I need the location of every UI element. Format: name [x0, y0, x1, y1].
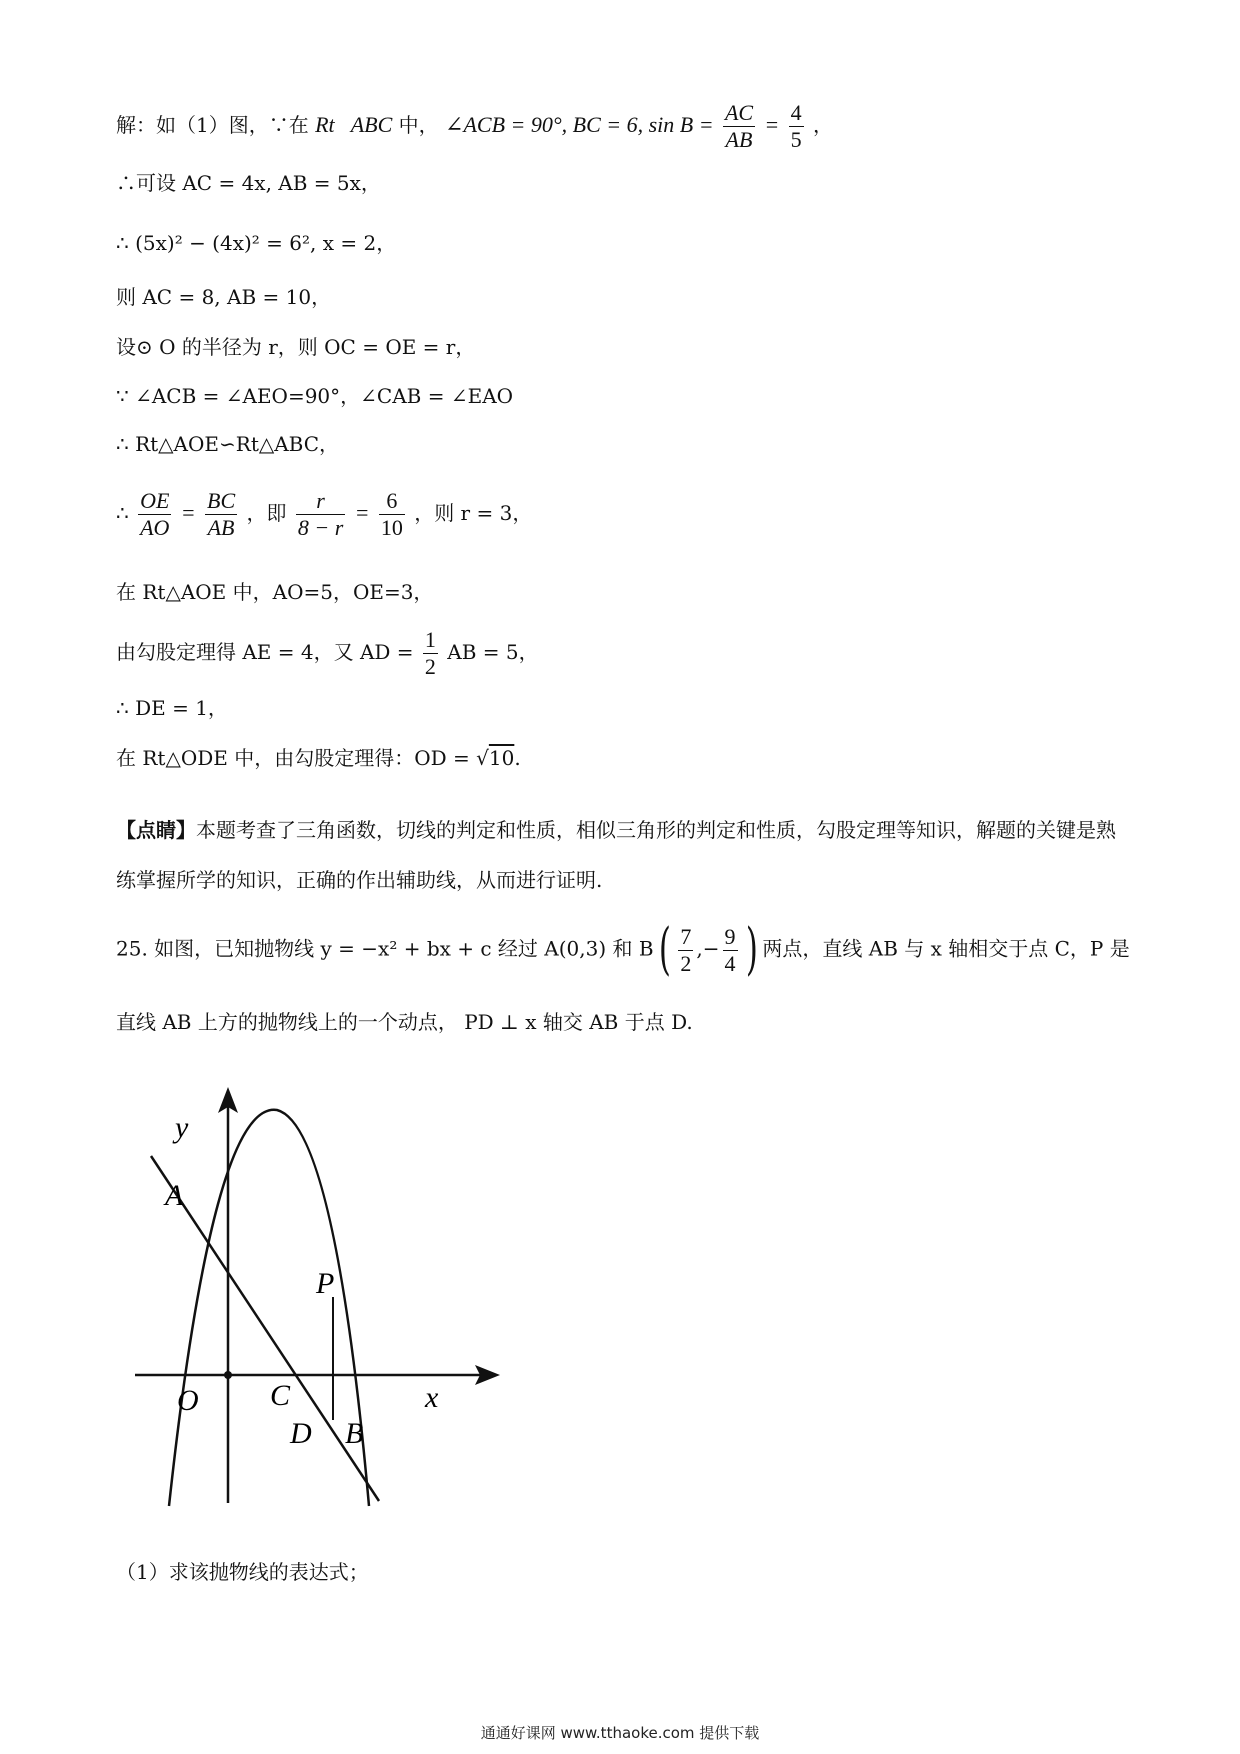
- fraction-denominator: 8 − r: [297, 515, 344, 540]
- radius-result: ，则 r = 3，: [414, 501, 533, 525]
- point-b-label: B: [345, 1417, 364, 1450]
- fraction-denominator: 10: [380, 515, 403, 540]
- solution-line-7: ∴ Rt△AOE∽Rt△ABC，: [116, 432, 340, 456]
- fraction-numerator: r: [296, 488, 345, 515]
- x-axis-label: x: [425, 1381, 439, 1414]
- solution-line-6: ∵ ∠ACB = ∠AEO=90°，∠CAB = ∠EAO: [116, 384, 514, 408]
- fraction-four-fifths: [789, 100, 804, 153]
- fraction-numerator: 1: [424, 627, 436, 652]
- page-footer: 通通好课网 www.tthaoke.com 提供下载: [480, 1724, 760, 1742]
- point-c-label: C: [270, 1379, 291, 1412]
- solution-line-9: 在 Rt△AOE 中，AO=5，OE=3，: [116, 580, 434, 604]
- fraction-denominator: 4: [724, 950, 736, 976]
- equals-sign: =: [180, 500, 196, 525]
- problem-intro-end: 两点，直线 AB 与 x 轴相交于点 C，P 是: [762, 936, 1130, 961]
- y-axis-label: y: [175, 1111, 189, 1144]
- od-prefix: 在 Rt△ODE 中，由勾股定理得：OD = √: [116, 746, 489, 770]
- equals-sign: =: [764, 112, 780, 137]
- fraction-numerator: 4: [790, 100, 802, 125]
- solution-line-1: [116, 100, 833, 153]
- fraction-7-2: [678, 924, 693, 977]
- problem-25-part-1: （1）求该抛物线的表达式；: [116, 1560, 369, 1584]
- right-paren: ): [745, 917, 758, 982]
- solution-line-3: ∴ (5x)² − (4x)² = 6², x = 2，: [116, 231, 397, 255]
- radicand: 10: [488, 746, 515, 770]
- comment-paragraph: [116, 805, 1126, 905]
- solution-line-11: ∴ DE = 1，: [116, 696, 228, 720]
- fraction-numerator: 9: [724, 923, 736, 949]
- point-o-label: O: [177, 1384, 199, 1417]
- fraction-numerator: 6: [379, 488, 405, 515]
- problem-25-line-2: 直线 AB 上方的抛物线上的一个动点， PD ⊥ x 轴交 AB 于点 D.: [116, 1010, 693, 1034]
- fraction-6-10: [379, 488, 405, 541]
- origin-point: [224, 1371, 232, 1379]
- pythagoras-ae: 由勾股定理得 AE = 4，又 AD =: [116, 640, 414, 664]
- fraction-r-8-minus-r: [296, 488, 345, 541]
- solution-line-5: 设⊙ O 的半径为 r，则 OC = OE = r，: [116, 335, 476, 359]
- equals-sign: =: [354, 500, 370, 525]
- problem-25-line-1: [116, 917, 1130, 982]
- fraction-denominator: 2: [424, 654, 436, 679]
- fraction-numerator: 7: [680, 923, 692, 949]
- period: .: [514, 746, 521, 770]
- fraction-bc-ab: [205, 488, 237, 541]
- solution-line-10: [116, 627, 539, 680]
- fraction-ac-ab: [723, 100, 755, 153]
- fraction-denominator: 5: [790, 127, 802, 152]
- fraction-oe-ao: [138, 488, 171, 541]
- left-paren: (: [658, 917, 671, 982]
- solution-zhong: 中，: [398, 113, 439, 137]
- parabola-figure: [125, 1065, 515, 1515]
- comma-minus: ,−: [696, 936, 720, 961]
- ad-result: AB = 5，: [447, 640, 539, 664]
- point-a-label: A: [165, 1179, 184, 1212]
- comment-tag: 【点睛】: [116, 818, 196, 842]
- solution-ji: ，即: [246, 501, 287, 525]
- fraction-denominator: AB: [725, 127, 753, 152]
- solution-line-2: ∴可设 AC = 4x, AB = 5x，: [116, 171, 381, 195]
- fraction-one-half: [423, 627, 438, 680]
- parabola-curve: [169, 1110, 369, 1506]
- therefore-symbol: ∴: [116, 501, 129, 525]
- triangle-name: Rt ABC: [315, 112, 393, 137]
- fraction-9-4: [723, 924, 738, 977]
- solution-intro: 解：如（1）图，∵在: [116, 113, 309, 137]
- fraction-numerator: AC: [724, 100, 754, 125]
- solution-line-12: [116, 744, 521, 772]
- fraction-denominator: 2: [680, 950, 692, 976]
- point-d-label: D: [290, 1417, 312, 1450]
- problem-intro: 25. 如图，已知抛物线 y = −x² + bx + c 经过 A(0,3) 和 B: [116, 936, 654, 961]
- punctuation: ，: [813, 113, 833, 137]
- solution-line-8: [116, 488, 532, 541]
- fraction-denominator: AO: [140, 515, 170, 540]
- solution-line-4: 则 AC = 8, AB = 10，: [116, 285, 332, 309]
- point-p-label: P: [316, 1267, 335, 1300]
- fraction-denominator: AB: [207, 515, 235, 540]
- given-conditions: ∠ACB = 90°, BC = 6, sin B =: [445, 112, 714, 137]
- fraction-numerator: BC: [207, 488, 236, 513]
- fraction-numerator: OE: [140, 488, 170, 513]
- comment-text: 本题考查了三角函数，切线的判定和性质，相似三角形的判定和性质，勾股定理等知识，解题的关键是熟练掌握所学的知识，正确的作出辅助线，从而进行证明.: [116, 818, 1116, 892]
